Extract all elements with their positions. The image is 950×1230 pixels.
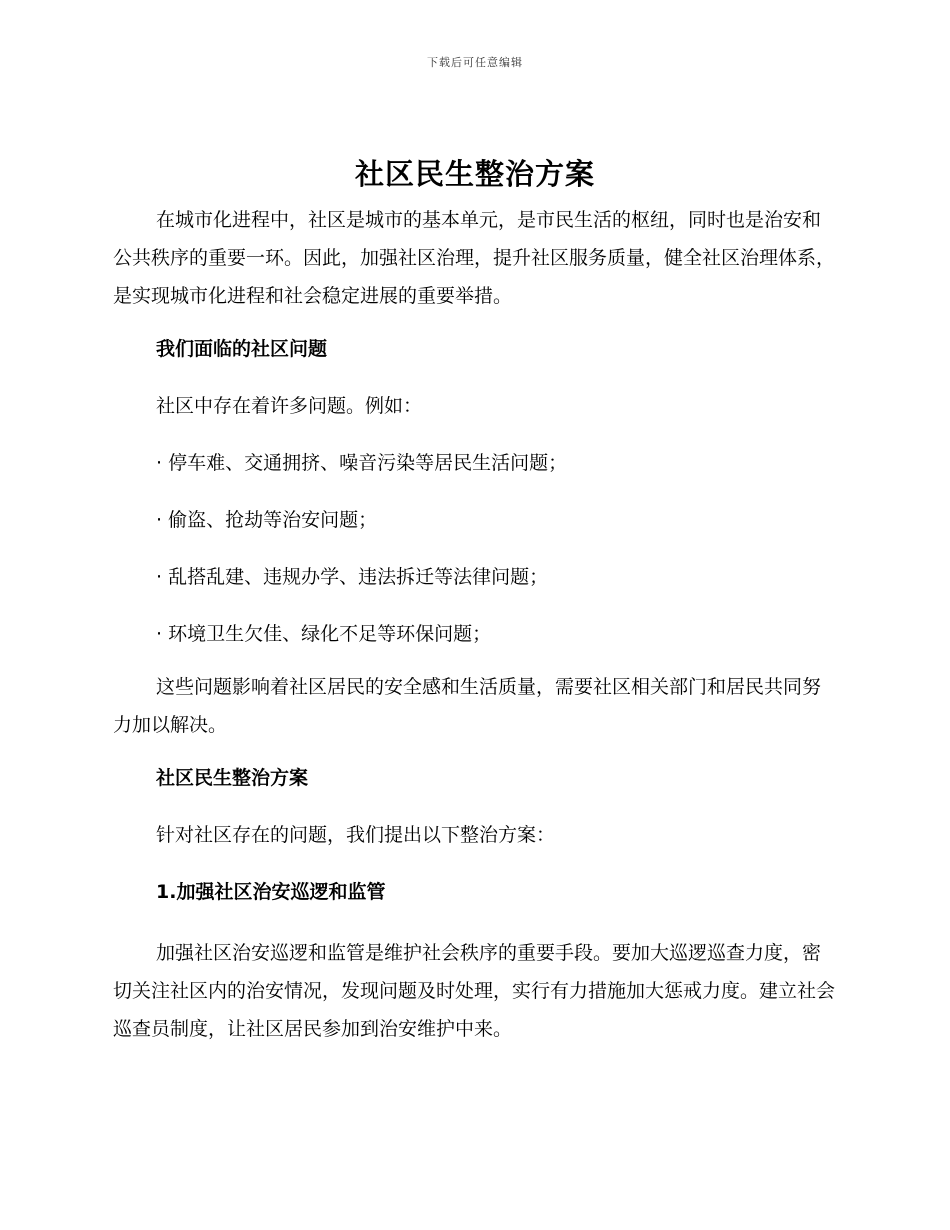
document-body (113, 201, 837, 1048)
section-heading-problems: 我们面临的社区问题 (156, 338, 328, 360)
intro-paragraph: 在城市化进程中，社区是城市的基本单元，是市民生活的枢纽，同时也是治安和公共秩序的重要一环。因此，加强社区治理，提升社区服务质量，健全社区治理体系，是实现城市化进程和社会稳定进展的重要举措。 (113, 209, 836, 307)
problem-item: · 停车难、交通拥挤、噪音污染等居民生活问题； (156, 452, 568, 474)
plan-lead: 针对社区存在的问题，我们提出以下整治方案： (156, 824, 556, 846)
section-heading-plan: 社区民生整治方案 (156, 767, 309, 789)
problems-conclusion: 这些问题影响着社区居民的安全感和生活质量，需要社区相关部门和居民共同努力加以解决。 (113, 676, 822, 736)
problem-item: · 环境卫生欠佳、绿化不足等环保问题； (156, 623, 492, 645)
subsection-heading-patrol: 1.加强社区治安巡逻和监管 (156, 881, 386, 903)
problem-item: · 偷盗、抢劫等治安问题； (156, 509, 378, 531)
problem-item: · 乱搭乱建、违规办学、违法拆迁等法律问题； (156, 566, 549, 588)
problems-lead: 社区中存在着许多问题。例如： (156, 395, 423, 417)
page-header-note: 下载后可任意编辑 (427, 56, 523, 69)
patrol-paragraph: 加强社区治安巡逻和监管是维护社会秩序的重要手段。要加大巡逻巡查力度，密切关注社区内的治安情况，发现问题及时处理，实行有力措施加大惩戒力度。建立社会巡查员制度，让社区居民参加到治安维护中来。 (113, 942, 836, 1040)
document-title: 社区民生整治方案 (354, 157, 595, 191)
